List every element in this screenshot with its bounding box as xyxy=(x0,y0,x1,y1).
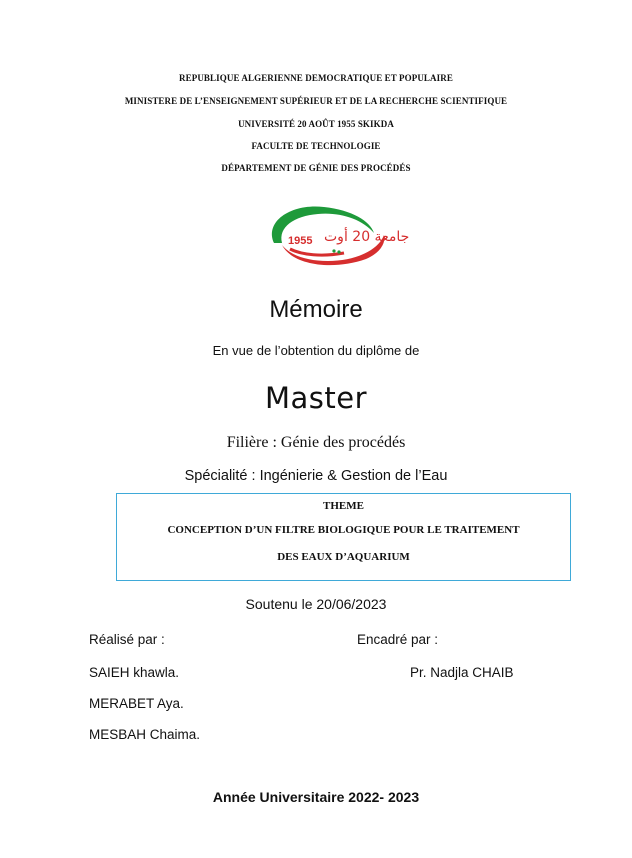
logo-year-text: 1955 xyxy=(288,235,313,247)
purpose-line: En vue de l’obtention du diplôme de xyxy=(212,343,420,358)
degree-title: Master xyxy=(264,381,368,415)
theme-title-line-2: DES EAUX D’AQUARIUM xyxy=(277,551,410,563)
academic-year: Année Universitaire 2022- 2023 xyxy=(212,789,420,805)
theme-title-line-1: CONCEPTION D’UN FILTRE BIOLOGIQUE POUR LE TRAITEMENT xyxy=(167,524,520,536)
theme-label: THEME xyxy=(323,500,364,512)
defense-date: Soutenu le 20/06/2023 xyxy=(245,596,387,612)
supervisor-name: Pr. Nadjla CHAIB xyxy=(410,665,514,680)
filiere-line: Filière : Génie des procédés xyxy=(226,434,406,451)
university-logo-icon xyxy=(262,199,410,271)
header-faculty: FACULTE DE TECHNOLOGIE xyxy=(251,141,381,151)
document-type: Mémoire xyxy=(269,296,363,323)
encadre-par-label: Encadré par : xyxy=(357,632,439,647)
header-republic: REPUBLIQUE ALGERIENNE DEMOCRATIQUE ET POPULAIRE xyxy=(179,73,453,83)
logo-arabic-text: جامعة 20 أوت xyxy=(324,229,410,245)
header-ministry: MINISTERE DE L’ENSEIGNEMENT SUPÉRIEUR ET DE LA RECHERCHE SCIENTIFIQUE xyxy=(124,96,508,106)
theme-box xyxy=(116,493,571,581)
header-university: UNIVERSITÉ 20 AOÛT 1955 SKIKDA xyxy=(238,119,394,129)
student-name: MERABET Aya. xyxy=(89,696,184,711)
student-name: MESBAH Chaima. xyxy=(89,727,201,742)
student-name: SAIEH khawla. xyxy=(89,665,180,680)
header-department: DÉPARTEMENT DE GÉNIE DES PROCÉDÉS xyxy=(221,163,411,173)
specialite-line: Spécialité : Ingénierie & Gestion de l’Eau xyxy=(184,468,448,484)
realise-par-label: Réalisé par : xyxy=(89,632,165,647)
